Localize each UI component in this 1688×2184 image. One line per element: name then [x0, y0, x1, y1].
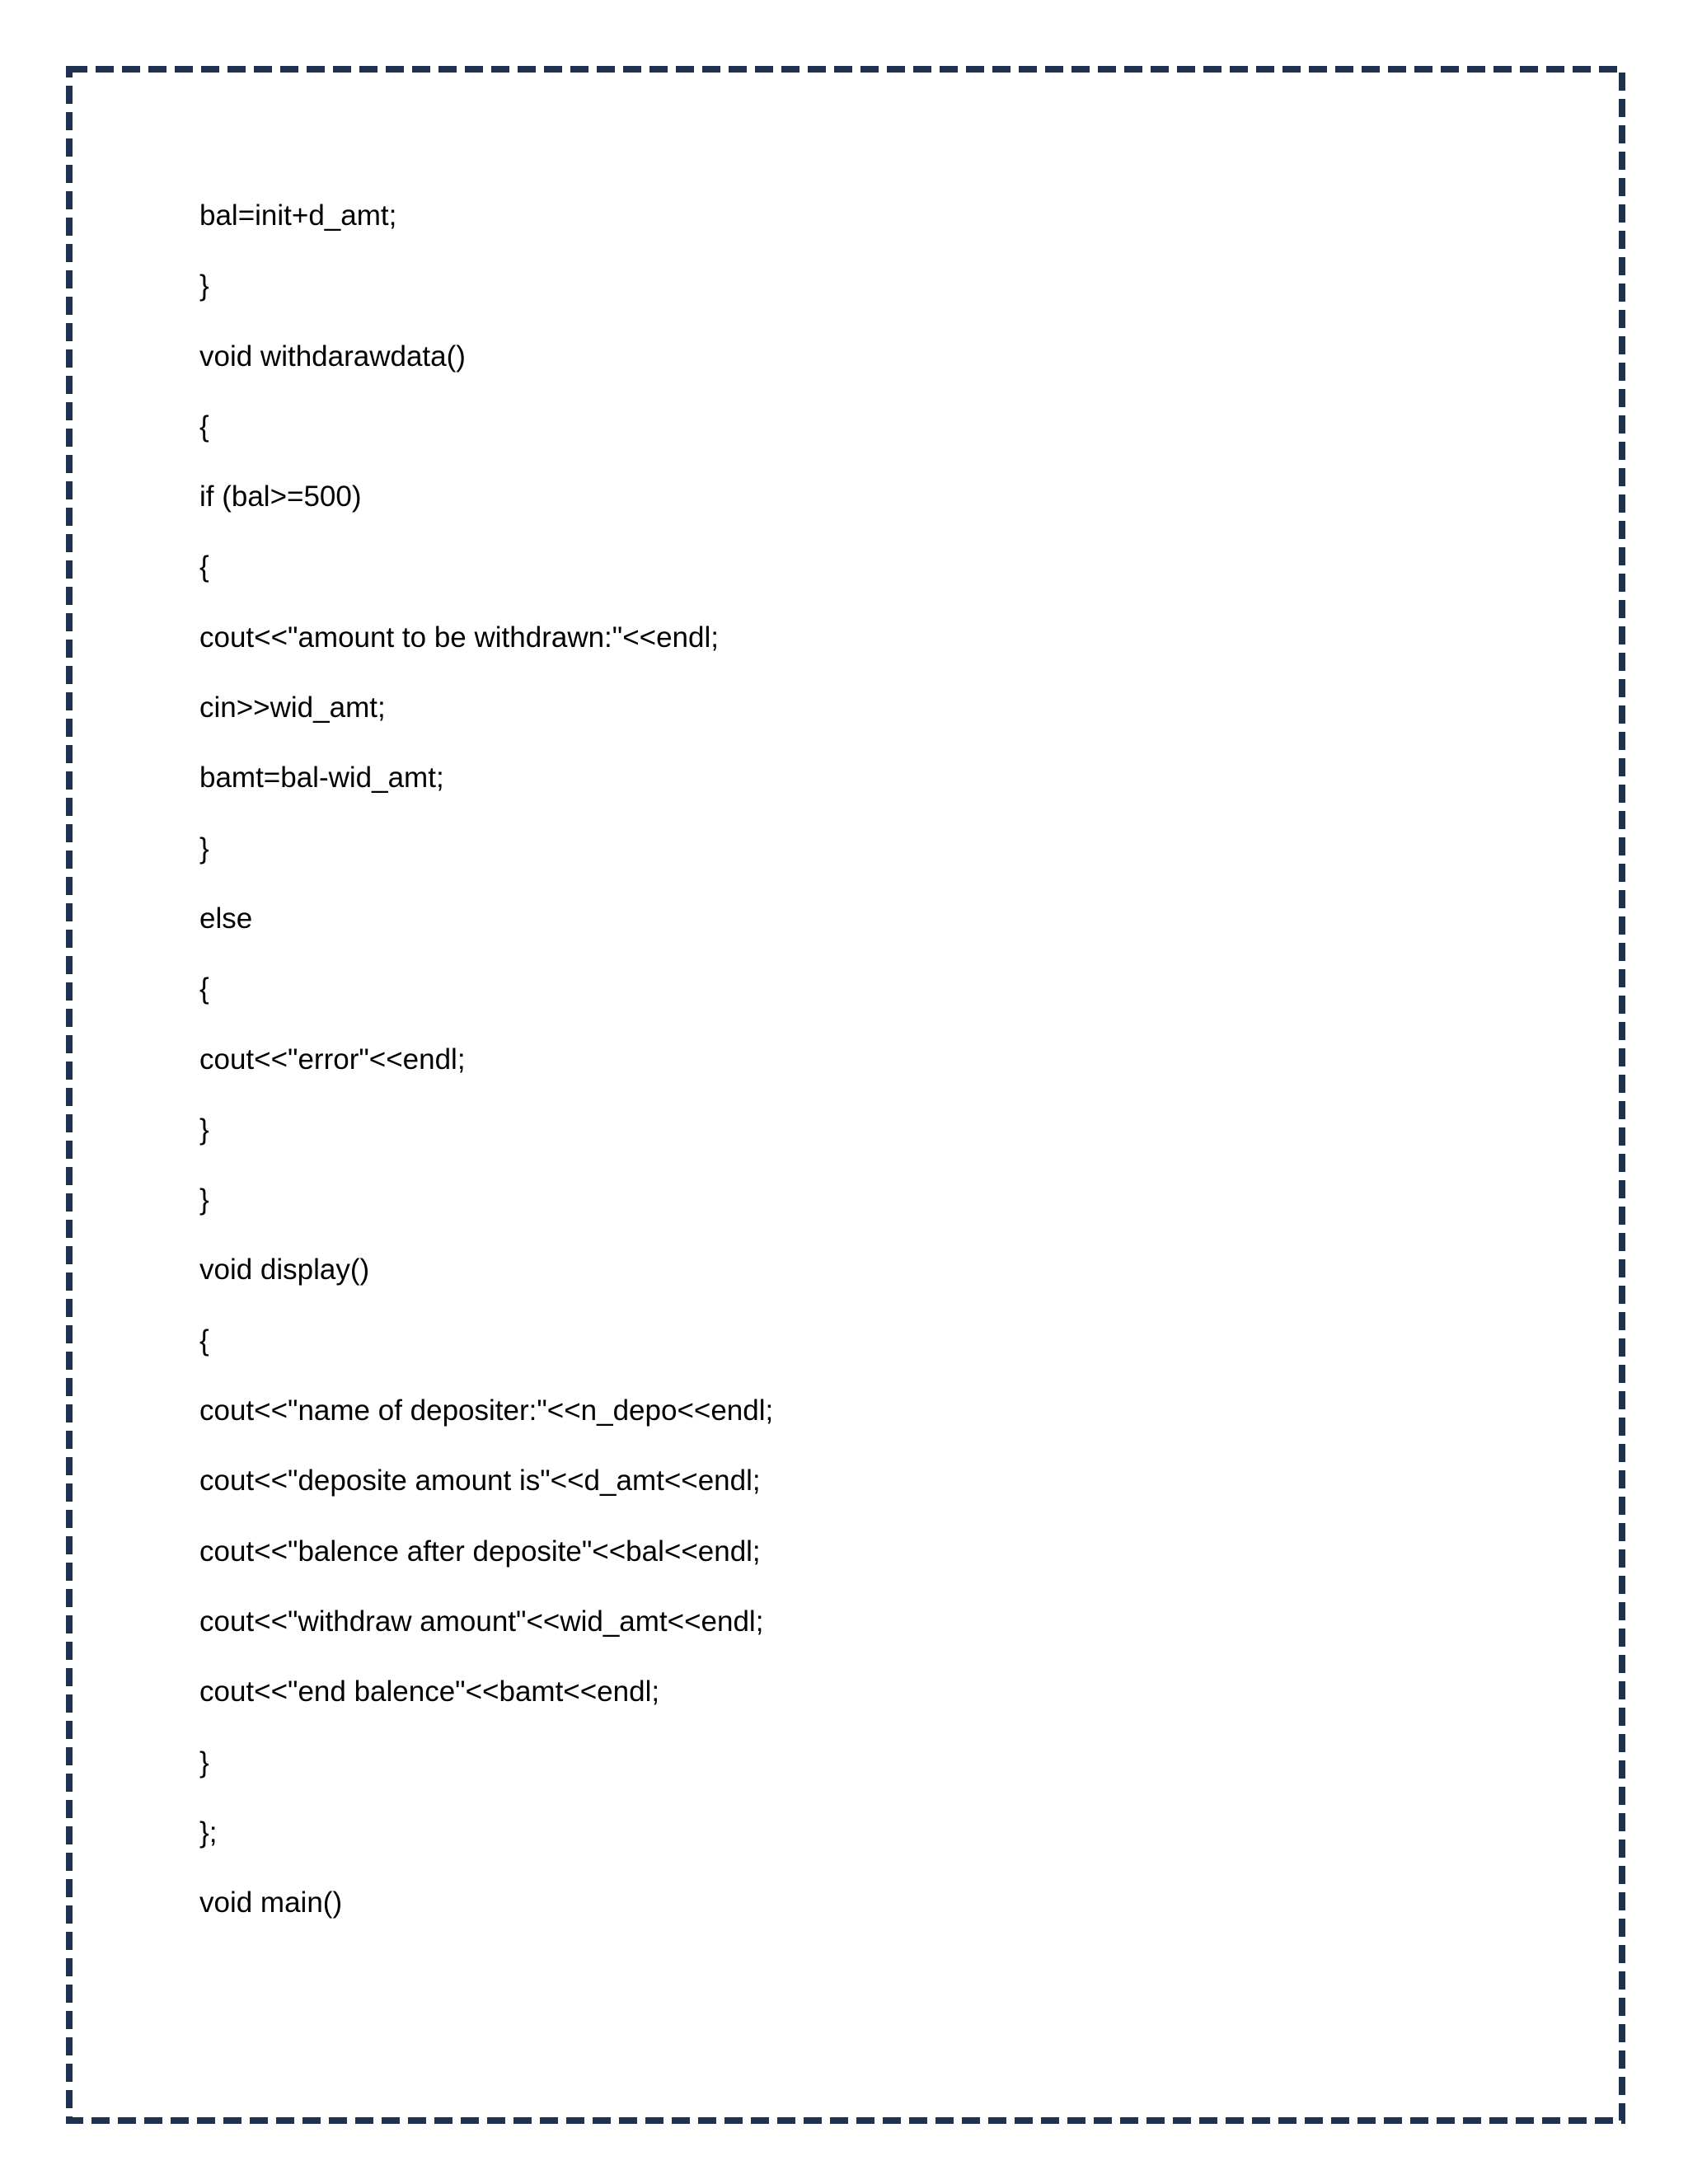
- code-line: cout<<"amount to be withdrawn:"<<endl;: [199, 621, 719, 654]
- code-line: cout<<"balence after deposite"<<bal<<endl;: [199, 1535, 761, 1568]
- code-line: }: [199, 832, 209, 865]
- code-line: void withdarawdata(): [199, 340, 466, 373]
- code-line: bamt=bal-wid_amt;: [199, 762, 444, 794]
- code-line: };: [199, 1816, 218, 1849]
- code-line: void main(): [199, 1886, 343, 1919]
- code-listing: [199, 194, 773, 1952]
- code-line: {: [199, 551, 209, 583]
- code-line: cout<<"error"<<endl;: [199, 1043, 466, 1076]
- code-line: cout<<"end balence"<<bamt<<endl;: [199, 1675, 660, 1708]
- code-line: else: [199, 902, 253, 935]
- code-line: bal=init+d_amt;: [199, 199, 397, 232]
- code-line: cout<<"deposite amount is"<<d_amt<<endl;: [199, 1465, 761, 1497]
- code-line: }: [199, 1113, 209, 1146]
- code-line: }: [199, 269, 209, 302]
- code-line: cin>>wid_amt;: [199, 691, 386, 724]
- code-line: cout<<"name of depositer:"<<n_depo<<endl;: [199, 1394, 774, 1427]
- code-line: cout<<"withdraw amount"<<wid_amt<<endl;: [199, 1605, 764, 1638]
- code-line: {: [199, 410, 209, 443]
- code-line: {: [199, 1324, 209, 1357]
- code-line: void display(): [199, 1254, 370, 1286]
- code-line: {: [199, 972, 209, 1005]
- code-line: }: [199, 1746, 209, 1779]
- code-line: if (bal>=500): [199, 480, 362, 513]
- code-line: }: [199, 1183, 209, 1216]
